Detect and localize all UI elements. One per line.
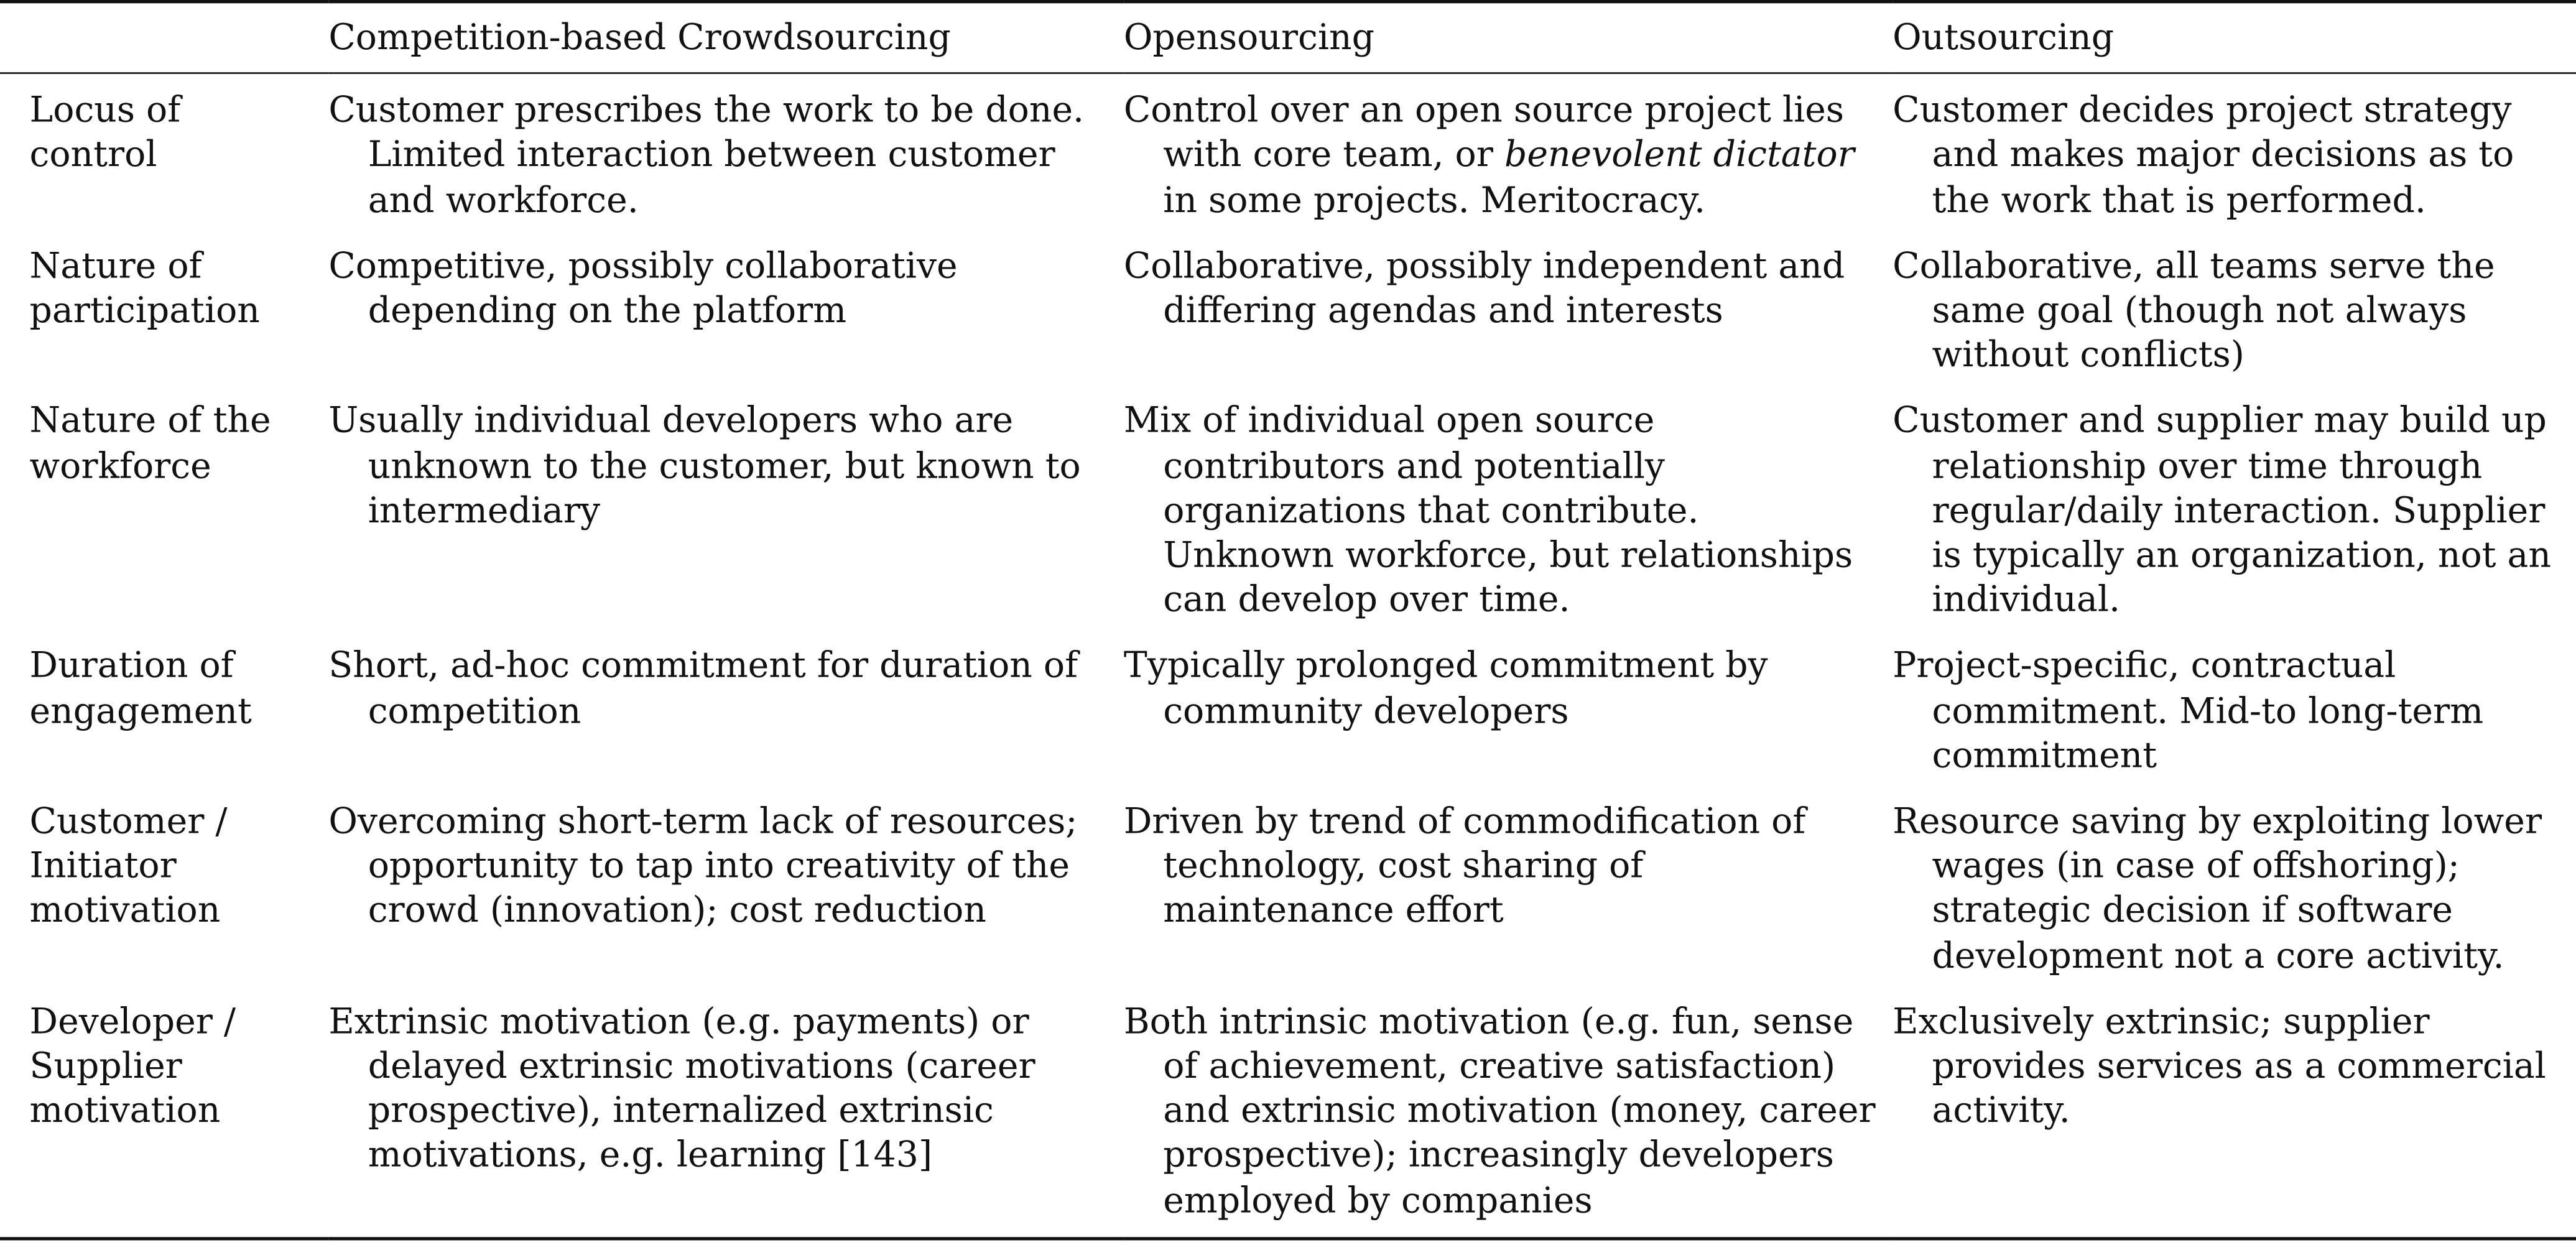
cell-crowdsourcing: Customer prescribes the work to be done. Limited interaction between customer and workforce. (328, 90, 1085, 221)
header-opensourcing: Opensourcing (1124, 2, 1893, 73)
header-outsourcing: Outsourcing (1893, 2, 2576, 73)
cell-outsourcing: Exclusively extrinsic; supplier provides services as a commercial activity. (1893, 1000, 2576, 1238)
table-row (0, 73, 2576, 244)
row-label-nature-of-participation: Nature of participation (29, 246, 260, 332)
cell-opensourcing: Driven by trend of commodification of technology, cost sharing of maintenance effort (1123, 802, 1806, 932)
cell-opensourcing: Collaborative, possibly independent and differing agendas and interests (1123, 246, 1845, 332)
row-label-nature-of-workforce: Nature of the workforce (29, 401, 271, 488)
cell-crowdsourcing: Short, ad-hoc commitment for duration of competition (328, 646, 1078, 733)
table-row (0, 800, 2576, 1001)
row-label-duration-of-engagement: Duration of engagement (29, 646, 252, 733)
table-row (0, 400, 2576, 645)
row-label-customer-motivation: Customer / Initiator motivation (29, 802, 228, 932)
cell-crowdsourcing: Competitive, possibly collaborative depending on the platform (328, 246, 958, 332)
cell-crowdsourcing: Usually individual developers who are unknown to the customer, but known to intermediary (328, 401, 1081, 532)
cell-outsourcing: Customer decides project strategy and makes major decisions as to the work that is performed. (1893, 90, 2514, 221)
header-crowdsourcing: Competition-based Crowdsourcing (328, 2, 1124, 73)
header-corner-cell (0, 2, 328, 73)
cell-opensourcing: Typically prolonged commitment by community developers (1123, 646, 1768, 733)
cell-opensourcing: Mix of individual open source contributors and potentially organizations that contribute. Unknown workforce, but relationships can develop over time. (1123, 401, 1853, 622)
cell-outsourcing: Collaborative, all teams serve the same goal (though not always without conflicts) (1893, 246, 2495, 377)
cell-crowdsourcing: Extrinsic motivation (e.g. payments) or delayed extrinsic motivations (career prospective), internalized extrinsic motivations, e.g. learning [143] (328, 1000, 1124, 1238)
row-label-developer-motivation: Developer / Supplier motivation (0, 1000, 328, 1238)
cell-crowdsourcing: Overcoming short-term lack of resources; opportunity to tap into creativity of the crowd (innovation); cost reduction (328, 802, 1078, 932)
cell-opensourcing: Both intrinsic motivation (e.g. fun, sense of achievement, creative satisfaction) and extrinsic motivation (money, career prospective); increasingly developers employed by companies (1124, 1000, 1893, 1238)
cell-opensourcing: Control over an open source project lies with core team, or benevolent dictator in some projects. Meritocracy. (1123, 90, 1855, 221)
table-row (0, 244, 2576, 400)
cell-outsourcing: Resource saving by exploiting lower wages (in case of offshoring); strategic decision if software development not a core activity. (1893, 802, 2542, 977)
table-row (0, 645, 2576, 800)
table-header-row (0, 2, 2576, 73)
table-row (0, 1000, 2576, 1238)
row-label-locus-of-control: Locus of control (29, 90, 181, 177)
cell-outsourcing: Customer and supplier may build up relationship over time through regular/daily interaction. Supplier is typically an organization, not an individual. (1893, 401, 2551, 622)
cell-outsourcing: Project-specific, contractual commitment. Mid-to long-term commitment (1893, 646, 2484, 777)
